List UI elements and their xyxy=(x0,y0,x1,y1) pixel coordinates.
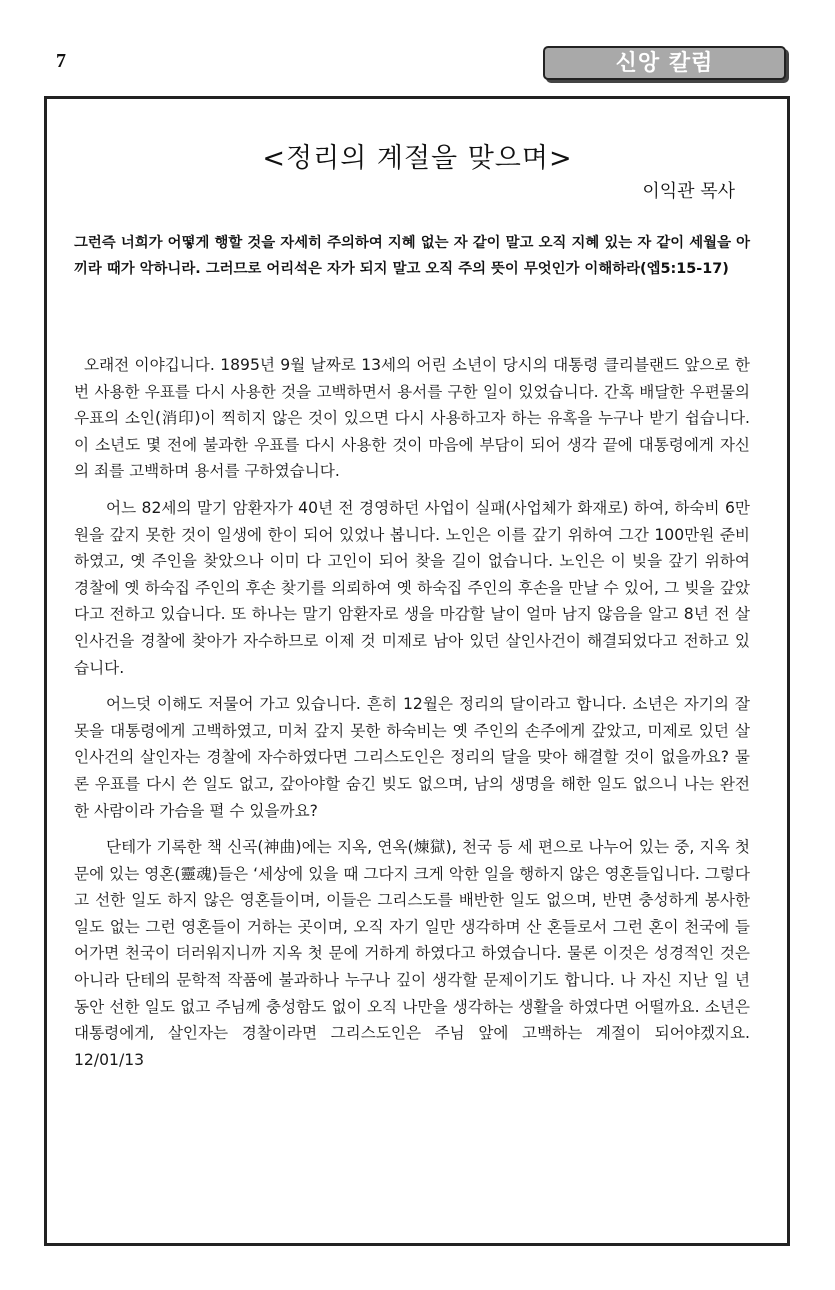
article-body xyxy=(74,352,750,1083)
article-author: 이익관 목사 xyxy=(642,181,735,202)
paragraph: 어느 82세의 말기 암환자가 40년 전 경영하던 사업이 실패(사업체가 화재로) 하여, 하숙비 6만원을 갚지 못한 것이 일생에 한이 되어 있었나 봅니다. 노인은 이를 갚기 위하여 그간 100만원 준비하였고, 옛 주인을 찾았으나 이미 다 고인이 되어 찾을 길이 없습니다. 노인은 이 빚을 갚기 위하여 경찰에 옛 하숙집 주인의 후손 찾기를 의뢰하여 옛 하숙집 주인의 후손을 만날 수 있어, 그 빚을 갚았다고 전하고 있습니다. 또 하나는 말기 암환자로 생을 마감할 날이 얼마 남지 않음을 알고 8년 전 살인사건을 경찰에 찾아가 자수하므로 이제 것 미제로 남아 있던 살인사건이 해결되었다고 전하고 있습니다. xyxy=(74,498,750,677)
section-title-tab: 신앙 칼럼 xyxy=(543,46,786,80)
paragraph: 어느덧 이해도 저물어 가고 있습니다. 흔히 12월은 정리의 달이라고 합니다. 소년은 자기의 잘못을 대통령에게 고백하였고, 미처 갚지 못한 하숙비는 옛 주인의 손주에게 갚았고, 미제로 있던 살인사건의 살인자는 경찰에 자수하였다면 그리스도인은 정리의 달을 맞아 해결할 것이 없을까요? 물론 우표를 다시 쓴 일도 없고, 갚아야할 숨긴 빚도 없으며, 남의 생명을 해한 일도 없으니 나는 완전한 사람이라 가슴을 펼 수 있을까요? xyxy=(74,695,750,820)
article-title: <정리의 계절을 맞으며> xyxy=(262,143,573,174)
paragraph: 오래전 이야깁니다. 1895년 9월 날짜로 13세의 어린 소년이 당시의 대통령 클리블랜드 앞으로 한 번 사용한 우표를 다시 사용한 것을 고백하면서 용서를 구한 일이 있었습니다. 간혹 배달한 우편물의 우표의 소인(消印)이 찍히지 않은 것이 있으면 다시 사용하고자 하는 유혹을 누구나 받기 쉽습니다. 이 소년도 몇 전에 불과한 우표를 다시 사용한 것이 마음에 부담이 되어 생각 끝에 대통령에게 자신의 죄를 고백하며 용서를 구하였습니다. xyxy=(74,356,750,481)
scripture-verse: 그런즉 너희가 어떻게 행할 것을 자세히 주의하여 지혜 없는 자 같이 말고 오직 지혜 있는 자 같이 세월을 아끼라 때가 악하니라. 그러므로 어리석은 자가 되지 말고 오직 주의 뜻이 무엇인가 이해하라(엡5:15-17) xyxy=(74,235,750,277)
page-number: 7 xyxy=(56,50,66,72)
paragraph: 단테가 기록한 책 신곡(神曲)에는 지옥, 연옥(煉獄), 천국 등 세 편으로 나누어 있는 중, 지옥 첫 문에 있는 영혼(靈魂)들은 ‘세상에 있을 때 그다지 크게 악한 일을 행하지 않은 영혼들입니다. 그렇다고 선한 일도 하지 않은 영혼들이며, 이들은 그리스도를 배반한 일도 없으며, 반면 충성하게 봉사한 일도 없는 그런 영혼들이 거하는 곳이며, 오직 자기 일만 생각하며 산 혼들로서 그런 혼이 천국에 들어가면 천국이 더러워지니까 지옥 첫 문에 거하게 하였다고 하였습니다. 물론 이것은 성경적인 것은 아니라 단테의 문학적 작품에 불과하나 누구나 깊이 생각할 문제이기도 합니다. 나 자신 지난 일 년 동안 선한 일도 없고 주님께 충성함도 없이 오직 나만을 생각하는 생활을 하였다면 어떨까요. 소년은 대통령에게, 살인자는 경찰이라면 그리스도인은 주님 앞에 고백하는 계절이 되어야겠지요. 12/01/13 xyxy=(74,838,750,1069)
